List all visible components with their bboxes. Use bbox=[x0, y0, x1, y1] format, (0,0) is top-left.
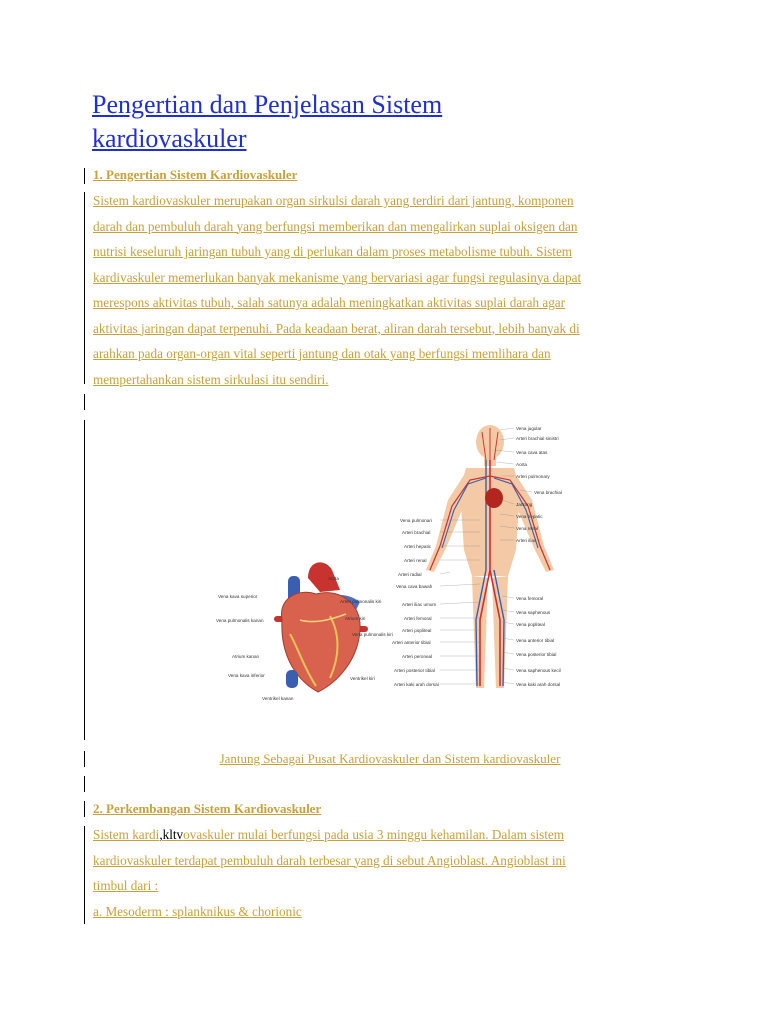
body-label: Vena cava bawah bbox=[396, 584, 433, 589]
body-label: Vena renal bbox=[516, 526, 538, 531]
right-arm-shape bbox=[426, 472, 466, 572]
heart-label: Vena kava inferior bbox=[228, 673, 265, 678]
article-title[interactable] bbox=[92, 88, 652, 156]
line-text[interactable]: ovaskuler mulai berfungsi pada usia 3 minggu kehamilan. Dalam sistem bbox=[183, 827, 565, 842]
body-label: Vena pulmonari bbox=[400, 518, 432, 523]
section1-heading[interactable]: 1. Pengertian Sistem Kardiovaskuler bbox=[93, 167, 298, 182]
text-cursor-bar bbox=[84, 168, 85, 184]
body-label: Arteri brachial sinistri bbox=[516, 436, 559, 441]
heart-label: Vena pulmonalis kiri bbox=[352, 632, 393, 637]
body-label: Arteri pulmonary bbox=[516, 474, 550, 479]
body-label: Arteri radial bbox=[398, 572, 422, 577]
heart-label: Arteri pulmonalis kiri bbox=[340, 599, 382, 604]
paragraph-line[interactable]: a. Mesoderm : splanknikus & chorionic bbox=[93, 903, 302, 919]
heart-small-shape bbox=[485, 488, 503, 508]
title-line-1[interactable]: Pengertian dan Penjelasan Sistem bbox=[92, 90, 443, 119]
heart-label: Ventrikel kiri bbox=[350, 676, 375, 681]
paragraph-line[interactable]: darah dan pembuluh darah yang berfungsi memberikan dan mengalirkan suplai oksigen dan bbox=[93, 218, 578, 234]
body-label: Vena cava atas bbox=[516, 450, 548, 455]
section2-paragraph bbox=[93, 822, 693, 924]
paragraph-line[interactable]: timbul dari : bbox=[93, 878, 159, 893]
body-label: Vena anterior tibial bbox=[516, 638, 555, 643]
body-label: Vena saphenous kecil bbox=[516, 668, 561, 673]
body-label: Vena kaki arah dorsal bbox=[516, 682, 561, 687]
body-label: Arteri iliac umum bbox=[402, 602, 437, 607]
body-label: Aorta bbox=[516, 462, 527, 467]
paragraph-line[interactable]: merespons aktivitas tubuh, salah satunya adalah meningkatkan aktivitas suplai darah agar bbox=[93, 295, 566, 310]
body-label: Arteri iliac bbox=[516, 538, 537, 543]
title-line-2[interactable]: kardiovaskuler bbox=[92, 124, 247, 153]
paragraph-line[interactable]: aktivitas jaringan dapat terpenuhi. Pada keadaan berat, aliran darah tersebut, lebih banyak di bbox=[93, 320, 580, 336]
inferior-vena-cava-shape bbox=[286, 670, 298, 688]
body-label: Vena brachial bbox=[534, 490, 562, 495]
body-label: Vena posterior tibial bbox=[516, 652, 557, 657]
typed-text: ,kltv bbox=[159, 827, 184, 842]
text-cursor-bar bbox=[84, 801, 85, 817]
body-label: Arteri renal bbox=[404, 558, 427, 563]
body-label: Vena hepatic bbox=[516, 514, 543, 519]
body-label: Arteri kaki arah dorsal bbox=[394, 682, 439, 687]
paragraph-line[interactable]: mempertahankan sistem sirkulasi itu sendiri. bbox=[93, 371, 329, 387]
body-label: Jantung bbox=[516, 502, 533, 507]
paragraph-line bbox=[93, 822, 693, 848]
body-label: Arteri popliteal bbox=[402, 628, 432, 633]
cardiovascular-illustration bbox=[190, 420, 580, 710]
circulatory-body-diagram bbox=[392, 425, 562, 688]
heart-diagram bbox=[216, 562, 393, 701]
heart-label: Aorta bbox=[328, 576, 339, 581]
body-label: Arteri brachial bbox=[402, 530, 431, 535]
body-label: Vena femoral bbox=[516, 596, 544, 601]
body-label: Vena popliteal bbox=[516, 622, 545, 627]
text-cursor-bar bbox=[84, 394, 85, 410]
heart-label: Ventrikel kanan bbox=[262, 696, 294, 701]
line-text[interactable]: Sistem kardi bbox=[93, 827, 160, 842]
paragraph-line[interactable]: Sistem kardiovaskuler merupakan organ sirkulsi darah yang terdiri dari jantung, komponen bbox=[93, 193, 574, 208]
body-label: Vena saphenous bbox=[516, 610, 551, 615]
body-label: Arteri hepatic bbox=[404, 544, 432, 549]
body-label: Arteri posterior tibial bbox=[394, 668, 435, 673]
body-label: Arteri peroneal bbox=[402, 654, 433, 659]
figure-caption[interactable]: Jantung Sebagai Pusat Kardiovaskuler dan Sistem kardiovaskuler bbox=[219, 751, 561, 766]
text-cursor-bar bbox=[84, 776, 85, 792]
body-label: Vena jugular bbox=[516, 426, 542, 431]
body-labels-left bbox=[392, 518, 439, 687]
section2-heading[interactable]: 2. Perkembangan Sistem Kardiovaskuler bbox=[93, 801, 322, 816]
paragraph-line[interactable]: kardivaskuler memerlukan banyak mekanisme yang bervariasi agar fungsi regulasinya dapat bbox=[93, 269, 582, 285]
heart-label: Vena pulmonalis kanan bbox=[216, 618, 264, 623]
heart-label: Atrium kanan bbox=[232, 654, 260, 659]
text-cursor-bar bbox=[84, 420, 85, 740]
heart-label: Vena kava superior bbox=[218, 594, 258, 599]
text-cursor-bar bbox=[84, 751, 85, 767]
paragraph-line[interactable]: nutrisi keseluruh jaringan tubuh yang di perlukan dalam proses metabolisme tubuh. Sistem bbox=[93, 244, 573, 259]
body-label: Arteri anterior tibial bbox=[392, 640, 431, 645]
text-cursor-bar bbox=[84, 826, 85, 924]
text-cursor-bar bbox=[84, 192, 85, 384]
paragraph-line[interactable]: kardiovaskuler terdapat pembuluh darah terbesar yang di sebut Angioblast. Angioblast ini bbox=[93, 852, 566, 868]
section1-paragraph bbox=[93, 188, 693, 392]
left-arm-shape bbox=[514, 472, 554, 572]
paragraph-line[interactable]: arahkan pada organ-organ vital seperti jantung dan otak yang berfungsi memlihara dan bbox=[93, 346, 551, 361]
body-label: Arteri femoral bbox=[404, 616, 432, 621]
heart-label: Atrium kiri bbox=[345, 616, 366, 621]
